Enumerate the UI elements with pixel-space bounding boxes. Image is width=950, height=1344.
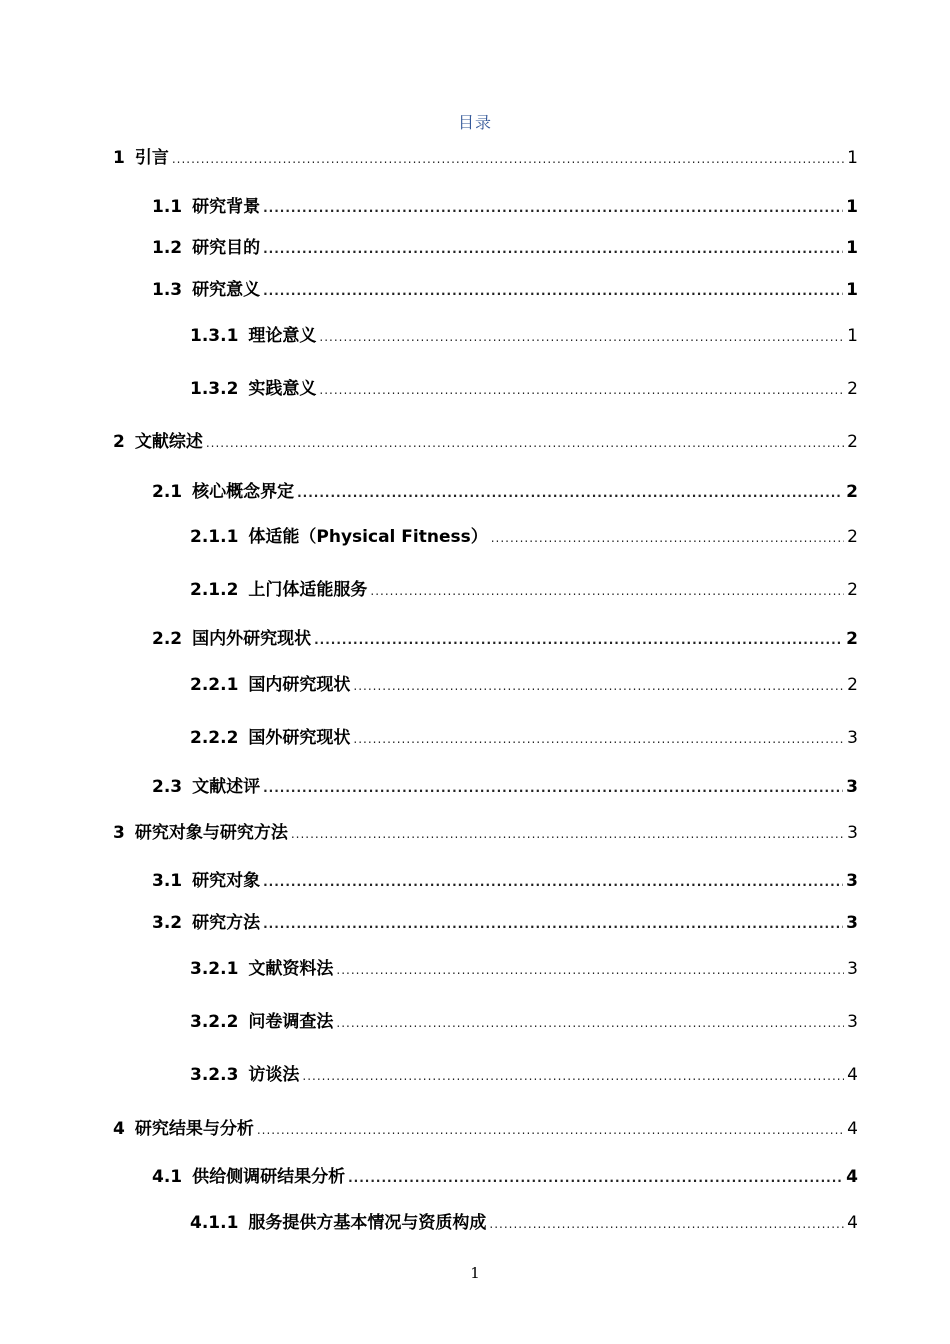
toc-entry[interactable] <box>152 772 858 797</box>
toc-title: 目录 <box>457 113 492 132</box>
toc-entry-number: 3.1 <box>152 871 183 891</box>
toc-entry[interactable] <box>190 723 858 748</box>
toc-entry-page: 2 <box>847 580 858 600</box>
toc-entry-number: 3.2.3 <box>190 1065 239 1085</box>
toc-entry-label: 研究对象与研究方法 <box>134 823 288 843</box>
toc-dot-leader <box>319 383 844 397</box>
toc-entry[interactable] <box>113 143 858 168</box>
toc-entry[interactable] <box>190 670 858 695</box>
toc-entry-number: 2.1 <box>152 482 183 502</box>
toc-entry-number: 3.2 <box>152 913 183 933</box>
toc-entry-label: 引言 <box>134 148 169 168</box>
toc-entry-label: 研究背景 <box>192 197 261 217</box>
toc-dot-leader <box>353 679 844 693</box>
toc-entry-page: 1 <box>846 238 858 258</box>
toc-entry-page: 1 <box>846 197 858 217</box>
page-number: 1 <box>470 1264 480 1282</box>
toc-entry-page: 2 <box>847 527 858 547</box>
toc-entry-number: 4.1.1 <box>190 1213 239 1233</box>
toc-dot-leader <box>263 917 843 931</box>
toc-entry-label: 国内研究现状 <box>248 675 351 695</box>
toc-entry-label: 研究目的 <box>192 238 261 258</box>
toc-entry[interactable] <box>190 1007 858 1032</box>
toc-entry[interactable] <box>113 818 858 843</box>
toc-dot-leader <box>348 1171 843 1185</box>
toc-dot-leader <box>353 732 844 746</box>
toc-entry-number: 1.3.1 <box>190 326 239 346</box>
toc-dot-leader <box>370 584 844 598</box>
toc-entry-label: 访谈法 <box>248 1065 300 1085</box>
toc-dot-leader <box>336 963 844 977</box>
toc-entry-label: 国外研究现状 <box>248 728 351 748</box>
toc-dot-leader <box>263 781 843 795</box>
toc-entry[interactable] <box>190 522 858 547</box>
toc-dot-leader <box>263 242 843 256</box>
toc-entry-label: 国内外研究现状 <box>192 629 312 649</box>
toc-entry-page: 1 <box>846 280 858 300</box>
toc-entry-label: 文献述评 <box>192 777 261 797</box>
toc-entry-label: 研究对象 <box>192 871 261 891</box>
toc-entry-number: 3.2.2 <box>190 1012 239 1032</box>
toc-entry-number: 1 <box>113 148 125 168</box>
toc-dot-leader <box>489 1217 844 1231</box>
toc-dot-leader <box>263 201 843 215</box>
toc-entry-page: 4 <box>847 1213 858 1233</box>
toc-entry-page: 2 <box>847 432 858 452</box>
toc-entry-page: 4 <box>846 1167 858 1187</box>
toc-entry-number: 2.2.2 <box>190 728 239 748</box>
toc-entry-number: 3 <box>113 823 125 843</box>
toc-entry[interactable] <box>190 1060 858 1085</box>
toc-entry-number: 1.2 <box>152 238 183 258</box>
toc-entry-label: 研究意义 <box>192 280 261 300</box>
toc-entry-page: 2 <box>847 379 858 399</box>
toc-entry-page: 4 <box>847 1065 858 1085</box>
toc-entry[interactable] <box>152 233 858 258</box>
toc-entry-number: 1.3 <box>152 280 183 300</box>
toc-entry-label: 核心概念界定 <box>192 482 295 502</box>
toc-entry[interactable] <box>190 954 858 979</box>
toc-entry-number: 2.1.1 <box>190 527 239 547</box>
toc-dot-leader <box>336 1016 844 1030</box>
toc-dot-leader <box>257 1123 844 1137</box>
toc-entry-label: 上门体适能服务 <box>248 580 368 600</box>
toc-entry-page: 3 <box>846 871 858 891</box>
toc-dot-leader <box>263 284 843 298</box>
toc-entry-number: 3.2.1 <box>190 959 239 979</box>
toc-entry-label: 文献资料法 <box>248 959 334 979</box>
toc-entry[interactable] <box>190 575 858 600</box>
toc-entry-page: 1 <box>847 148 858 168</box>
toc-entry-label: 体适能（Physical Fitness） <box>248 527 488 547</box>
toc-entry-label: 服务提供方基本情况与资质构成 <box>248 1213 487 1233</box>
toc-entry-label: 理论意义 <box>248 326 317 346</box>
toc-entry-number: 2.2.1 <box>190 675 239 695</box>
toc-entry[interactable] <box>113 427 858 452</box>
toc-entry-number: 2.2 <box>152 629 183 649</box>
toc-dot-leader <box>297 486 843 500</box>
toc-entry-page: 4 <box>847 1119 858 1139</box>
toc-entry-label: 文献综述 <box>134 432 203 452</box>
toc-entry-page: 3 <box>847 959 858 979</box>
toc-dot-leader <box>314 633 843 647</box>
toc-entry-number: 4.1 <box>152 1167 183 1187</box>
toc-entry[interactable] <box>190 374 858 399</box>
toc-dot-leader <box>319 330 844 344</box>
toc-entry-number: 1.3.2 <box>190 379 239 399</box>
toc-entry-label: 实践意义 <box>248 379 317 399</box>
toc-entry[interactable] <box>152 477 858 502</box>
toc-dot-leader <box>172 152 844 166</box>
toc-dot-leader <box>302 1069 844 1083</box>
toc-entry-page: 3 <box>847 1012 858 1032</box>
toc-entry-number: 1.1 <box>152 197 183 217</box>
toc-entry-number: 4 <box>113 1119 125 1139</box>
toc-entry-number: 2.1.2 <box>190 580 239 600</box>
toc-entry[interactable] <box>152 866 858 891</box>
toc-entry-page: 3 <box>847 823 858 843</box>
toc-entry-label: 问卷调查法 <box>248 1012 334 1032</box>
toc-entry[interactable] <box>190 321 858 346</box>
toc-entry-page: 1 <box>847 326 858 346</box>
toc-dot-leader <box>491 531 844 545</box>
toc-entry[interactable] <box>152 624 858 649</box>
toc-entry-label: 研究结果与分析 <box>134 1119 254 1139</box>
toc-entry-number: 2 <box>113 432 125 452</box>
toc-entry[interactable] <box>113 1114 858 1139</box>
toc-entry[interactable] <box>152 908 858 933</box>
toc-dot-leader <box>206 436 844 450</box>
toc-entry[interactable] <box>190 1208 858 1233</box>
toc-entry-page: 2 <box>846 482 858 502</box>
toc-entry-page: 3 <box>847 728 858 748</box>
toc-dot-leader <box>263 875 843 889</box>
toc-entry-page: 3 <box>846 777 858 797</box>
toc-entry-number: 2.3 <box>152 777 183 797</box>
toc-entry-page: 3 <box>846 913 858 933</box>
toc-dot-leader <box>291 827 844 841</box>
toc-entry-page: 2 <box>847 675 858 695</box>
toc-entry[interactable] <box>152 275 858 300</box>
toc-entry-label: 研究方法 <box>192 913 261 933</box>
toc-entry[interactable] <box>152 1162 858 1187</box>
toc-entry[interactable] <box>152 192 858 217</box>
toc-entry-page: 2 <box>846 629 858 649</box>
toc-entry-label: 供给侧调研结果分析 <box>192 1167 346 1187</box>
